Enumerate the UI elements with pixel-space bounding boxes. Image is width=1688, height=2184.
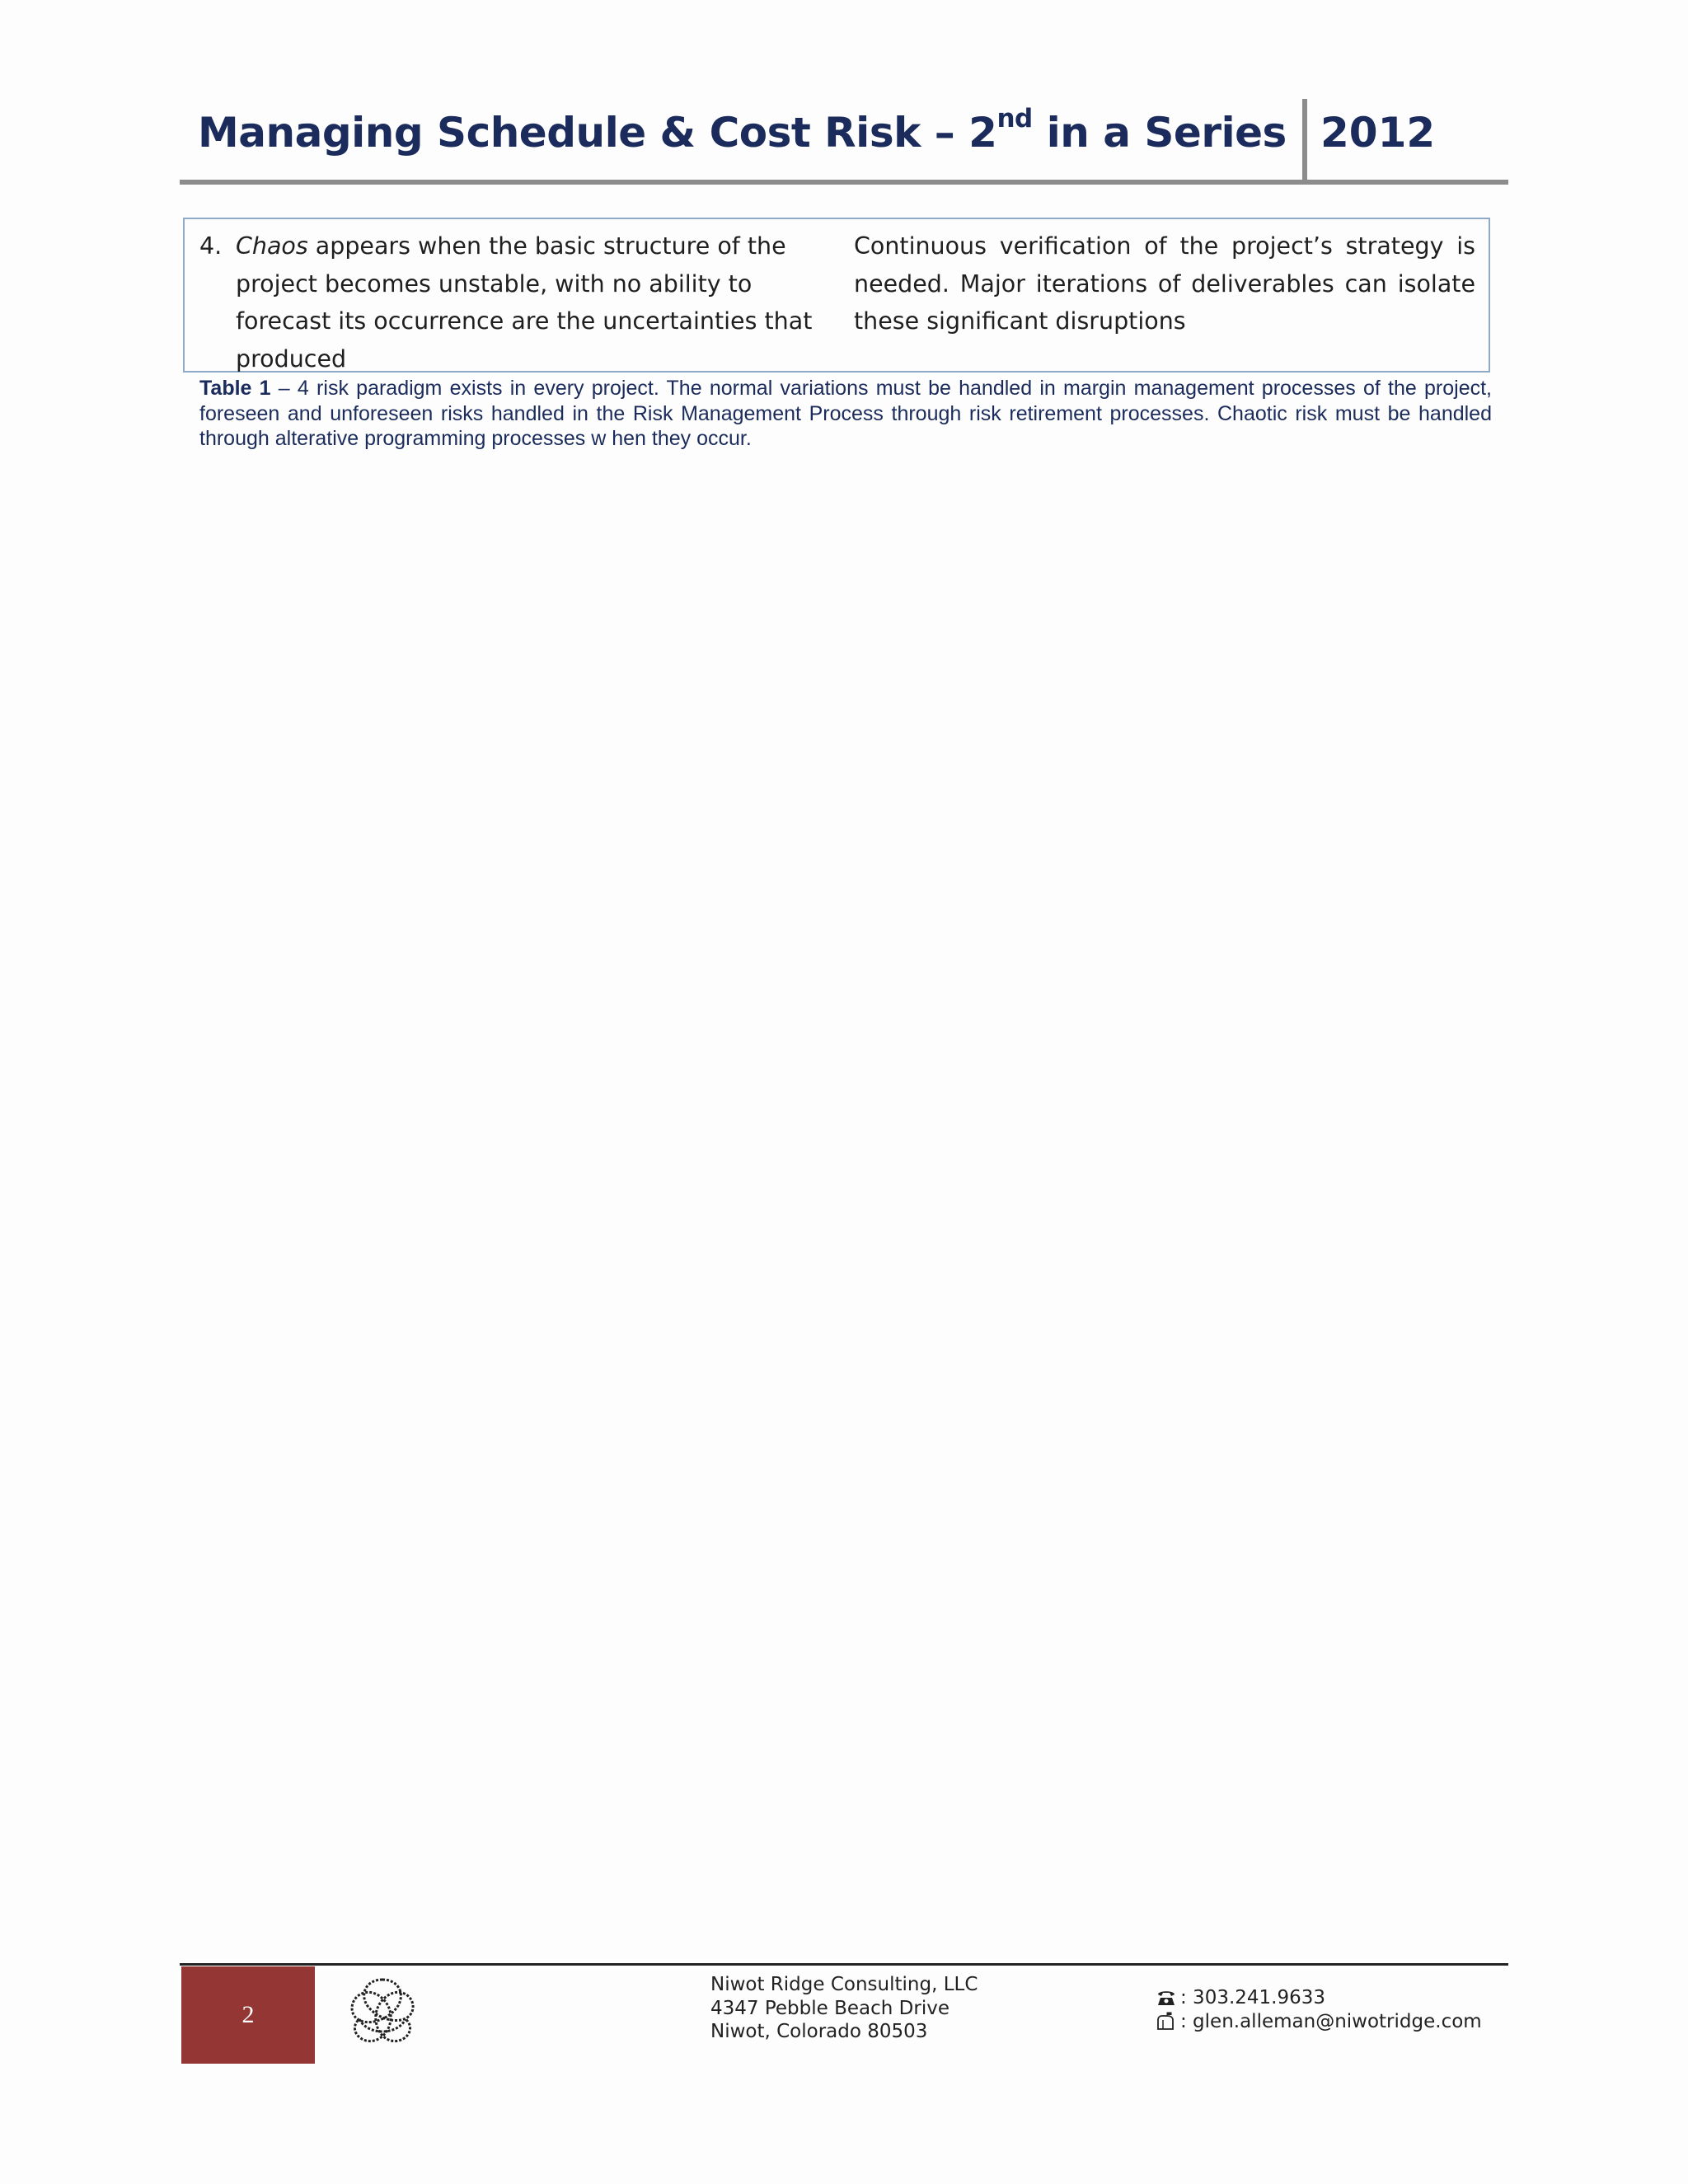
header-year: 2012 <box>1320 109 1436 157</box>
table-cell-risk-handling: Continuous verification of the project’s strategy is needed. Major iterations of deliverables can isolate these significant disruptions <box>854 232 1475 335</box>
caption-text: – 4 risk paradigm exists in every project. The normal variations must be handled in margin management processes of the project, foreseen and unforeseen risks handled in the Risk Management Process through risk retirement processes. Chaotic risk must be handled through alterative programming processes w hen they occur. <box>199 377 1492 450</box>
table-line <box>199 227 826 265</box>
page-number: 2 <box>241 2001 255 2028</box>
title-main: Managing Schedule & Cost Risk – 2 <box>198 109 997 157</box>
company-address <box>710 1973 978 2044</box>
table-line: produced <box>236 344 347 373</box>
title-superscript: nd <box>996 104 1033 134</box>
city-state-zip: Niwot, Colorado 80503 <box>710 2021 928 2042</box>
street-address: 4347 Pebble Beach Drive <box>710 1997 950 2019</box>
table-line: project becomes unstable, with no ability to <box>236 269 753 298</box>
header-rule <box>180 180 1508 185</box>
telephone-icon <box>1156 1988 1177 2008</box>
table-cell-risk-description <box>199 227 826 377</box>
footer-rule <box>180 1963 1508 1966</box>
caption-label: Table 1 <box>199 377 271 400</box>
contact-info <box>1156 1986 1482 2033</box>
header-divider <box>1302 99 1307 181</box>
company-name: Niwot Ridge Consulting, LLC <box>710 1974 978 1995</box>
risk-term: Chaos <box>236 232 308 260</box>
email-address: : glen.alleman@niwotridge.com <box>1180 2010 1482 2032</box>
trefoil-knot-logo-icon <box>343 1973 422 2050</box>
table-line: forecast its occurrence are the uncertainties that <box>236 307 813 335</box>
phone-number: : 303.241.9633 <box>1180 1987 1326 2008</box>
list-number: 4. <box>199 232 223 260</box>
risk-table <box>183 218 1490 373</box>
mailbox-icon <box>1156 2012 1177 2032</box>
table-caption <box>199 376 1492 452</box>
risk-description-start: appears when the basic structure of the <box>307 232 786 260</box>
page-title <box>198 104 1287 157</box>
page-number-box <box>181 1966 315 2064</box>
title-suffix: in a Series <box>1032 109 1287 157</box>
